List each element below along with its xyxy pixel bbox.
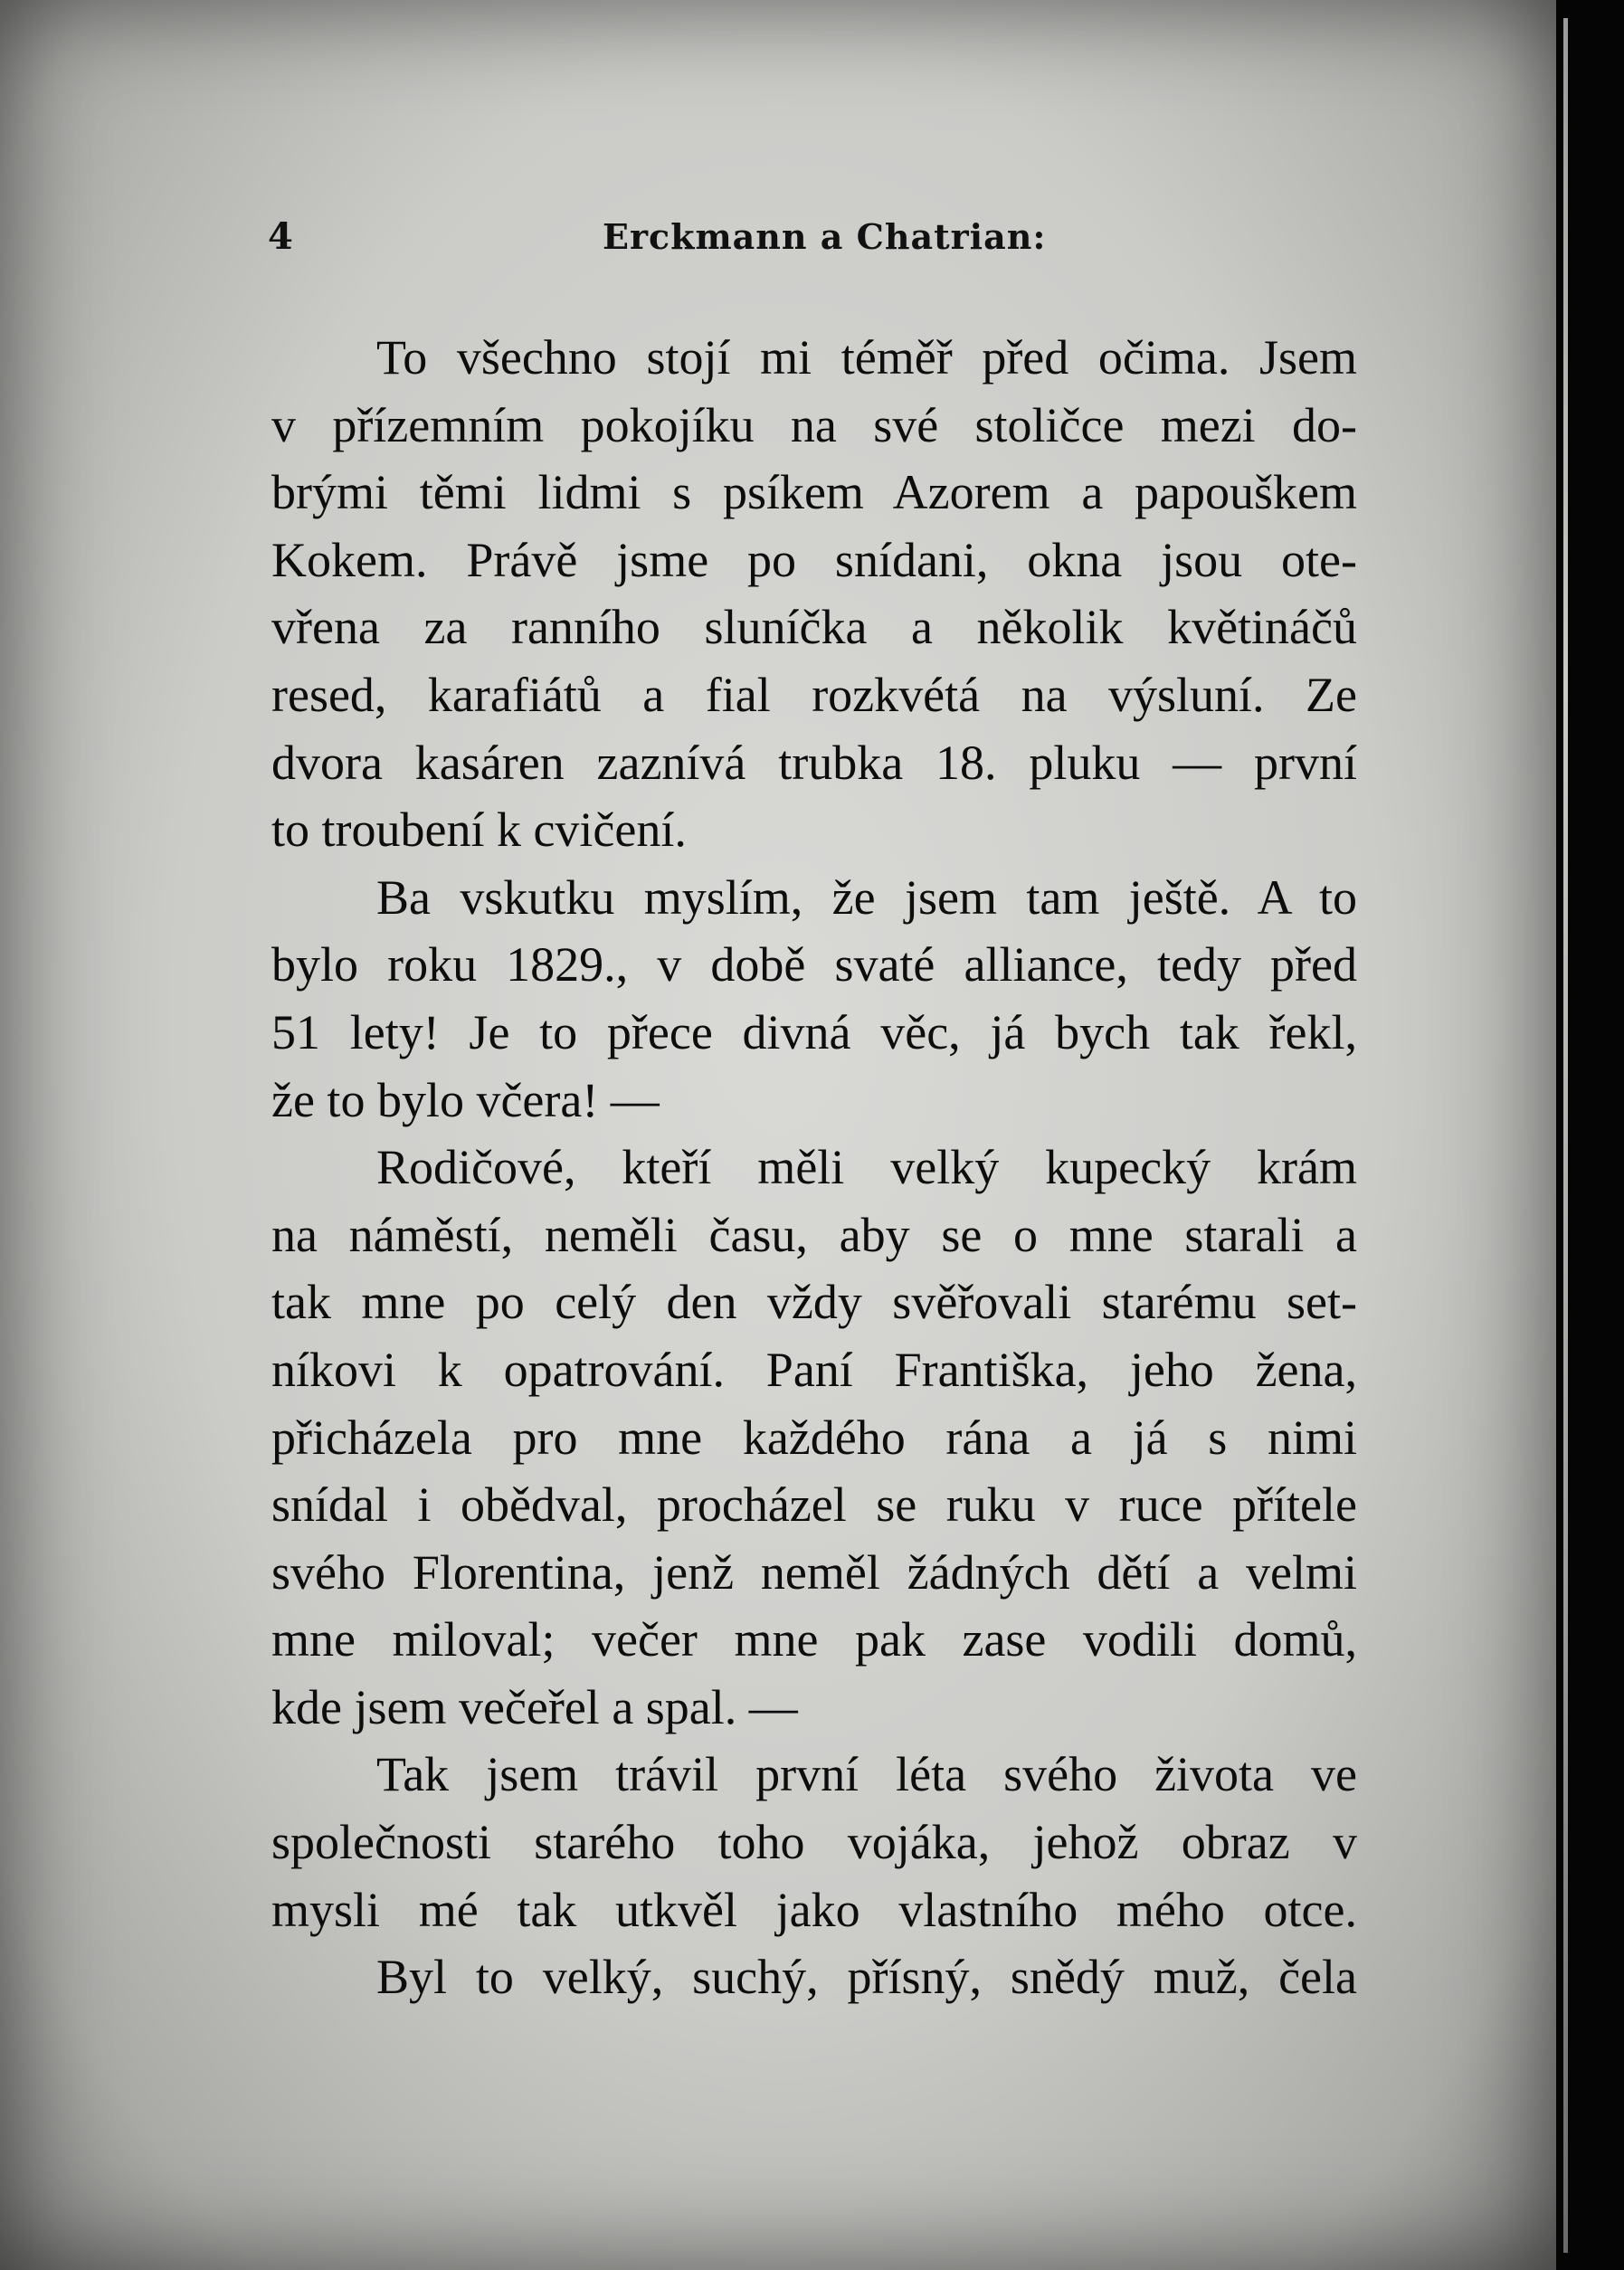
text-line: Rodičové, kteří měli velký kupecký krám	[376, 1140, 1357, 1195]
text-line: společnosti starého toho vojáka, jehož obraz v	[271, 1815, 1357, 1870]
text-line: kde jsem večeřel a spal. —	[271, 1679, 798, 1734]
text-line: mne miloval; večer mne pak zase vodili domů,	[271, 1612, 1357, 1667]
text-line: snídal i obědval, procházel se ruku v ruce přítele	[271, 1477, 1357, 1533]
text-line: 51 lety! Je to přece divná věc, já bych tak řekl,	[271, 1004, 1357, 1059]
text-line: Byl to velký, suchý, přísný, snědý muž, čela	[376, 1950, 1357, 2005]
text-line: Tak jsem trávil první léta svého života ve	[376, 1747, 1357, 1802]
text-line: Ba vskutku myslím, že jsem tam ještě. A to	[376, 869, 1357, 925]
text-line: bylo roku 1829., v době svaté alliance, tedy před	[271, 937, 1357, 993]
text-line: svého Florentina, jenž neměl žádných dětí a velmi	[271, 1544, 1357, 1600]
text-line: na náměstí, neměli času, aby se o mne starali a	[271, 1207, 1357, 1262]
text-line: resed, karafiátů a fial rozkvétá na výsluní. Ze	[271, 667, 1357, 722]
text-line: přicházela pro mne každého rána a já s nimi	[271, 1410, 1357, 1465]
page-number: 4	[268, 215, 293, 258]
body-text	[271, 324, 1357, 2011]
text-line: dvora kasáren zaznívá trubka 18. pluku — první	[271, 735, 1357, 790]
spine-edge	[1563, 18, 1568, 2253]
text-line: že to bylo včera! —	[271, 1072, 660, 1127]
text-line: níkovi k opatrování. Paní Františka, jeho žena,	[271, 1342, 1357, 1397]
running-head	[268, 210, 1372, 264]
text-line: v přízemním pokojíku na své stoličce mezi do-	[271, 397, 1357, 452]
text-line: to troubení k cvičení.	[271, 803, 687, 858]
text-line: vřena za ranního sluníčka a několik květináčů	[271, 600, 1357, 655]
header-title: Erckmann a Chatrian:	[603, 216, 1047, 257]
text-line: mysli mé tak utkvěl jako vlastního mého otce.	[271, 1882, 1357, 1937]
text-line: To všechno stojí mi téměř před očima. Jsem	[376, 330, 1357, 385]
text-line: brými těmi lidmi s psíkem Azorem a papouškem	[271, 465, 1357, 520]
text-line: Kokem. Právě jsme po snídani, okna jsou ote-	[271, 532, 1357, 587]
text-line: tak mne po celý den vždy svěřovali starému set-	[271, 1275, 1357, 1330]
